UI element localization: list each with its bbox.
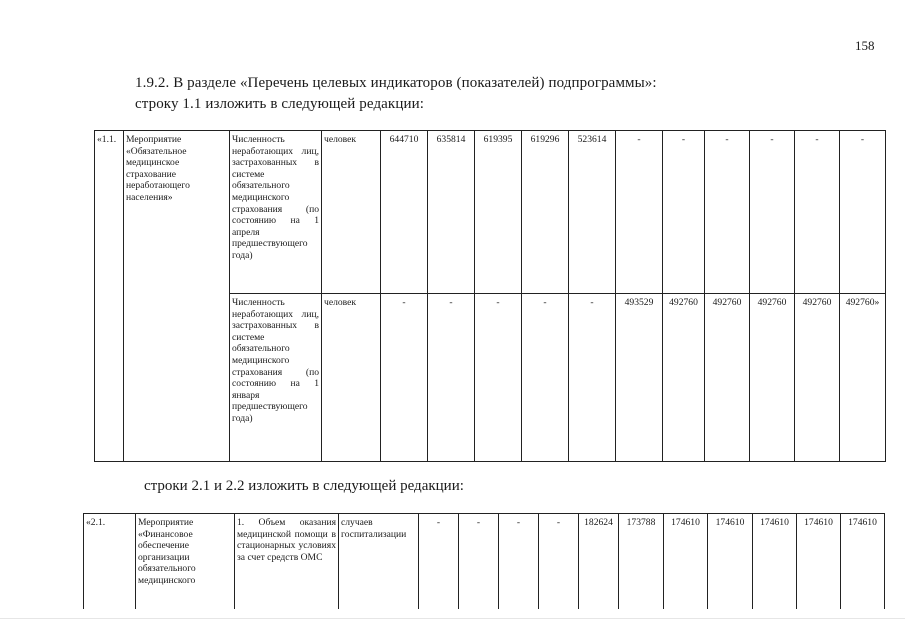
- table-row: [95, 131, 886, 294]
- value-cell: 174610: [664, 514, 708, 609]
- page-number: 158: [855, 38, 875, 53]
- table-row: [84, 514, 885, 609]
- value-cell: -: [705, 131, 750, 294]
- value-cell: 492760: [750, 294, 795, 462]
- value-cell: -: [419, 514, 459, 609]
- unit-cell: человек: [322, 294, 381, 462]
- value-cell: 182624: [579, 514, 619, 609]
- value-cell: -: [381, 294, 428, 462]
- indicator-table-row-2-1: [83, 513, 885, 609]
- value-cell: -: [569, 294, 616, 462]
- value-cell: 644710: [381, 131, 428, 294]
- indicator-cell: Численность неработающих лиц, застрахованных в системе обязательного медицинского страхования (по состоянию на 1 апреля предшествующего года): [230, 131, 322, 294]
- value-cell: -: [522, 294, 569, 462]
- value-cell: -: [459, 514, 499, 609]
- value-cell: 174610: [797, 514, 841, 609]
- row-number-cell: «1.1.: [95, 131, 124, 462]
- value-cell: 493529: [616, 294, 663, 462]
- value-cell: 619395: [475, 131, 522, 294]
- value-cell: 492760: [705, 294, 750, 462]
- section-heading: 1.9.2. В разделе «Перечень целевых индикаторов (показателей) подпрограммы»:: [135, 75, 657, 91]
- value-cell: -: [750, 131, 795, 294]
- value-cell: 619296: [522, 131, 569, 294]
- section-subheading: строки 2.1 и 2.2 изложить в следующей редакции:: [144, 478, 464, 494]
- unit-cell: человек: [322, 131, 381, 294]
- value-cell: 174610: [841, 514, 885, 609]
- indicator-cell: 1. Объем оказания медицинской помощи в стационарных условиях за счет средств ОМС: [235, 514, 339, 609]
- value-cell: 174610: [708, 514, 753, 609]
- measure-cell: Мероприятие «Обязательное медицинское страхование неработающего населения»: [124, 131, 230, 462]
- value-cell: 492760»: [840, 294, 886, 462]
- indicator-table-row-1-1: [94, 130, 886, 462]
- value-cell: -: [539, 514, 579, 609]
- scan-edge-line: [0, 618, 905, 619]
- value-cell: -: [428, 294, 475, 462]
- section-subheading: строку 1.1 изложить в следующей редакции:: [135, 96, 424, 112]
- value-cell: -: [475, 294, 522, 462]
- value-cell: 173788: [619, 514, 664, 609]
- value-cell: 492760: [663, 294, 705, 462]
- value-cell: -: [840, 131, 886, 294]
- indicator-cell: Численность неработающих лиц, застрахованных в системе обязательного медицинского страхования (по состоянию на 1 января предшествующего года): [230, 294, 322, 462]
- value-cell: 523614: [569, 131, 616, 294]
- value-cell: -: [616, 131, 663, 294]
- value-cell: 174610: [753, 514, 797, 609]
- value-cell: -: [663, 131, 705, 294]
- value-cell: -: [499, 514, 539, 609]
- measure-cell: Мероприятие «Финансовое обеспечение организации обязательного медицинского: [136, 514, 235, 609]
- value-cell: -: [795, 131, 840, 294]
- row-number-cell: «2.1.: [84, 514, 136, 609]
- unit-cell: случаев госпитализации: [339, 514, 419, 609]
- value-cell: 492760: [795, 294, 840, 462]
- value-cell: 635814: [428, 131, 475, 294]
